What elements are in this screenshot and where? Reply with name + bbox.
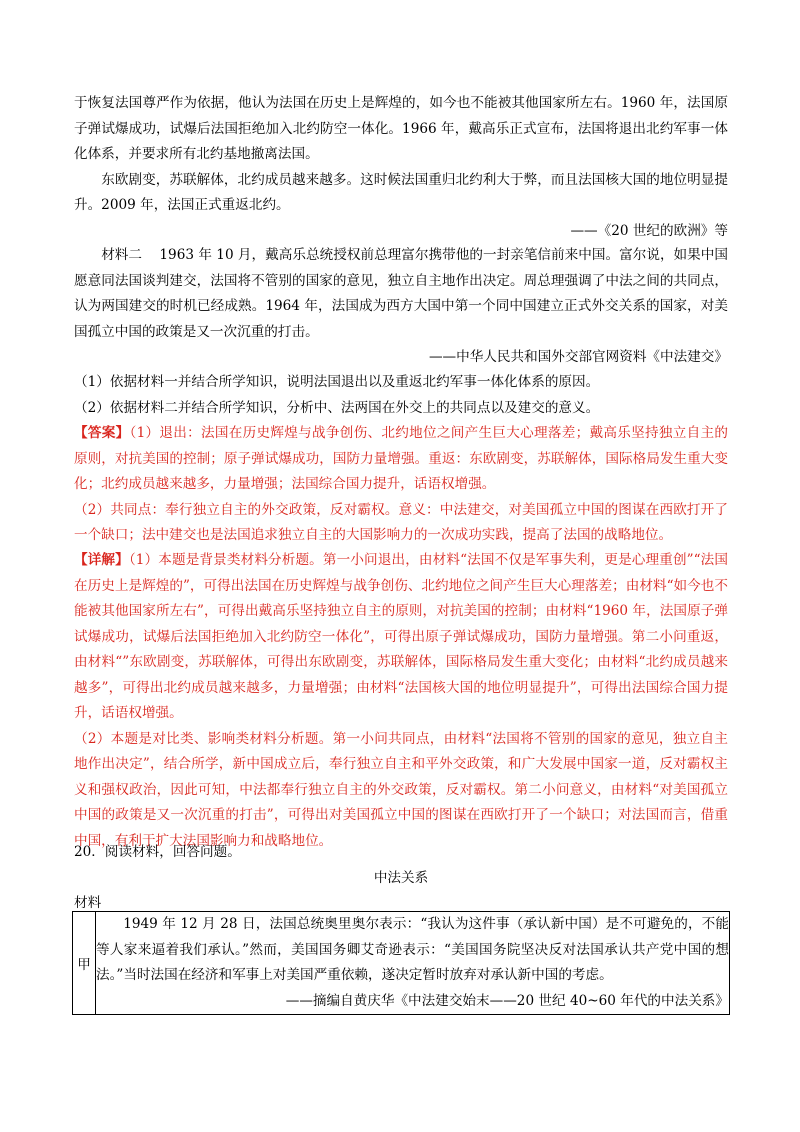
material2-section: [74, 243, 728, 371]
material-label: 材料: [74, 895, 102, 911]
question-20-heading: 20．阅读材料，回答问题。: [74, 844, 241, 860]
detail-2: （2）本题是对比类、影响类材料分析题。第一小问共同点，由材料“法国将不管别的国家的意见，独立自主地作出决定”，结合所学，新中国成立后，奉行独立自主和平外交政策，和广大发展中国家一道，反对霸权主义和强权政治，因此可知，中法都奉行独立自主的外交政策，反对霸权。第二小问意义，由材料“对美国孤立中国的政策是又一次沉重的打击”，可得出对美国孤立中国的图谋在西欧打开了一个缺口；对法国而言，借重中国，有利于扩大法国影响力和战略地位。: [74, 730, 728, 849]
question-20-title: 中法关系: [373, 869, 429, 886]
detail-tag: 【详解】: [74, 552, 129, 568]
question-2: （2）依据材料二并结合所学知识，分析中、法两国在外交上的共同点以及建交的意义。: [74, 399, 600, 416]
material-table: [72, 911, 730, 1015]
material2-source: ——中华人民共和国外交部官网资料《中法建交》: [428, 349, 728, 365]
question-1: （1）依据材料一并结合所学知识，说明法国退出以及重返北约军事一体化体系的原因。: [74, 374, 600, 390]
intro-source: ——《20 世纪的欧洲》等: [570, 222, 728, 239]
intro-section: [74, 91, 728, 244]
detail-section: [74, 548, 728, 854]
material-row-content: [96, 912, 730, 1015]
material-row-jia: [73, 912, 730, 1015]
intro-paragraph-2: 东欧剧变，苏联解体，北约成员越来越多。这时候法国重归北约利大于弊，而且法国核大国的地位明显提升。2009 年，法国正式重返北约。: [74, 171, 728, 213]
material2-text: 1963 年 10 月，戴高乐总统授权前总理富尔携带他的一封亲笔信前来中国。富尔说，如果中国愿意同法国谈判建交，法国将不管别的国家的意见，独立自主地作出决定。周总理强调了中法之间的共同点，认为两国建交的时机已经成熟。1964 年，法国成为西方大国中第一个同中国建立正式外交关系的国家，对美国孤立中国的政策是又一次沉重的打击。: [74, 247, 728, 340]
detail-1: 【详解】（1）本题是背景类材料分析题。第一小问退出，由材料“法国不仅是军事失利，更是心理重创”“法国在历史上是辉煌的”，可得出法国在历史辉煌与战争创伤、北约地位之间产生巨大心理落差；由材料“如今也不能被其他国家所左右”，可得出戴高乐坚持独立自主的原则，对抗美国的控制；由材料“1960 年，法国原子弹试爆成功，试爆后法国拒绝加入北约防空一体化”，可得出原子弹试爆成功，国防力量增强。第二小问重返，由材料“”东欧剧变，苏联解体，可得出东欧剧变，苏联解体，国际格局发生重大变化；由材料“北约成员越来越多”，可得出北约成员越来越多，力量增强；由材料“法国核大国的地位明显提升”，可得出法国综合国力提升，话语权增强。: [74, 552, 728, 721]
material-row-label: 甲: [73, 912, 96, 1015]
intro-paragraph-1: 于恢复法国尊严作为依据，他认为法国在历史上是辉煌的，如今也不能被其他国家所左右。1960 年，法国原子弹试爆成功，试爆后法国拒绝加入北约防空一体化。1966 年，戴高乐正式宣布，法国将退出北约军事一体化体系，并要求所有北约基地撤离法国。: [74, 95, 728, 162]
answer-section: [74, 421, 728, 549]
questions-section: [74, 370, 728, 421]
material-jia-source: ——摘编自黄庆华《中法建交始末——20 世纪 40~60 年代的中法关系》: [285, 992, 729, 1009]
answer-2: （2）共同点：奉行独立自主的外交政策，反对霸权。意义：中法建交，对美国孤立中国的图谋在西欧打开了一个缺口；法中建交也是法国追求独立自主的大国影响力的一次成功实践，提高了法国的战略地位。: [74, 501, 728, 543]
answer-tag: 【答案】: [74, 425, 130, 441]
material2-paragraph: [74, 243, 728, 345]
answer-1: 【答案】（1）退出：法国在历史辉煌与战争创伤、北约地位之间产生巨大心理落差；戴高乐坚持独立自主的原则，对抗美国的控制；原子弹试爆成功，国防力量增强。重返：东欧剧变，苏联解体，国际格局发生重大变化；北约成员越来越多，力量增强；法国综合国力提升，话语权增强。: [74, 425, 729, 492]
material2-label: 材料二: [101, 247, 143, 263]
question-20-section: [74, 840, 728, 917]
material-jia-text: 1949 年 12 月 28 日，法国总统奥里奥尔表示：“我认为这件事（承认新中国）是不可避免的，不能等人家来逼着我们承认。”然而，美国国务卿艾奇逊表示：“美国国务院坚决反对法国承认共产党中国的想法。”当时法国在经济和军事上对美国严重依赖，遂决定暂时放弃对承认新中国的考虑。: [96, 916, 729, 983]
